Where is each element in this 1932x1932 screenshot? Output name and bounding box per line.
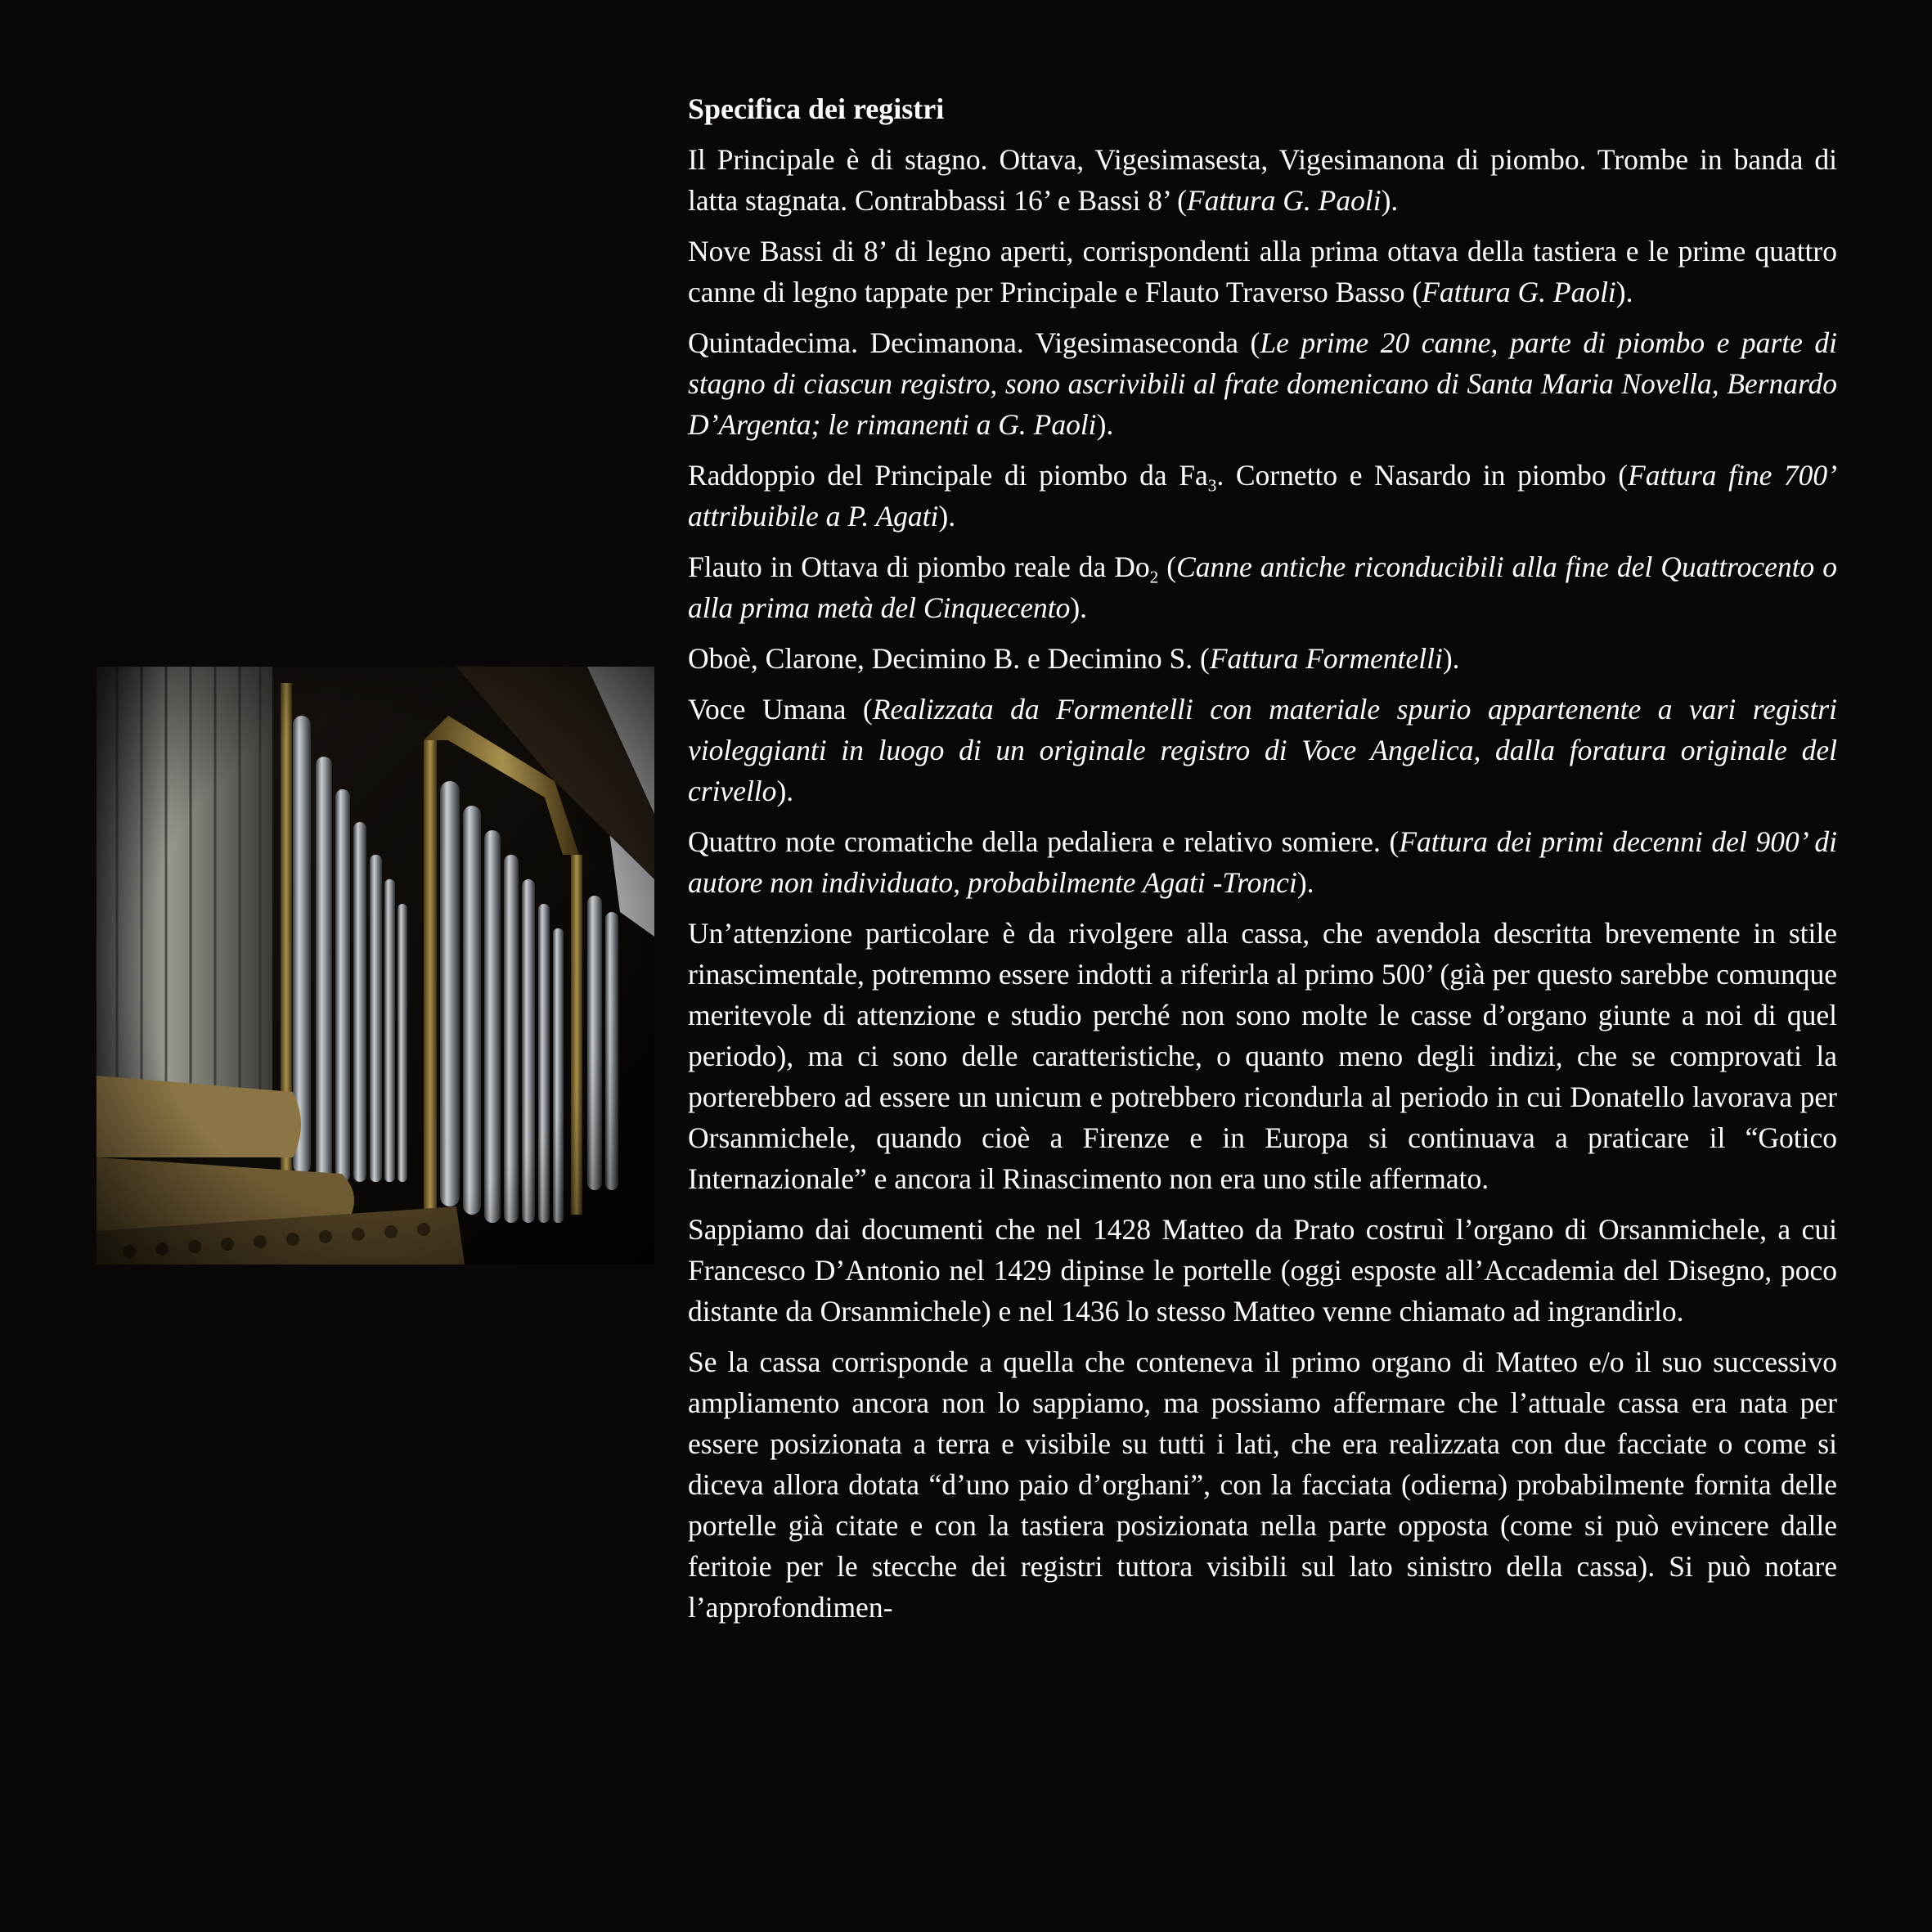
paragraph: Sappiamo dai documenti che nel 1428 Matteo da Prato costruì l’organo di Orsanmichele, a cui Francesco D’Antonio nel 1429 dipinse le portelle (oggi esposte all’Accademia del Disegno, poco distante da Orsanmichele) e nel 1436 lo stesso Matteo venne chiamato ad ingrandirlo.: [688, 1213, 1837, 1328]
paragraph: Nove Bassi di 8’ di legno aperti, corrispondenti alla prima ottava della tastiera e le prime quattro canne di legno tappate per Principale e Flauto Traverso Basso (Fattura G. Paoli).: [688, 235, 1837, 308]
paragraph: Quintadecima. Decimanona. Vigesimaseconda (Le prime 20 canne, parte di piombo e parte di stagno di ciascun registro, sono ascrivibili al frate domenicano di Santa Maria Novella, Bernardo D’Argenta; le rimanenti a G. Paoli).: [688, 326, 1838, 441]
article-body: [688, 88, 1837, 1638]
organ-pipes-icon: [97, 667, 654, 1265]
paragraph: Voce Umana (Realizzata da Formentelli con materiale spurio appartenente a vari registri violeggianti in luogo di un originale registro di Voce Angelica, dalla foratura originale del crivello).: [688, 693, 1837, 807]
section-heading: Specifica dei registri: [688, 92, 945, 125]
organ-pipes-photo: [97, 667, 654, 1265]
paragraph: Un’attenzione particolare è da rivolgere alla cassa, che avendola descritta brevemente in stile rinascimentale, potremmo essere indotti a riferirla al primo 500’ (già per questo sarebbe comunque meritevole di attenzione e studio perché non sono molte le casse d’organo giunte a noi di quel periodo), ma ci sono delle caratteristiche, o quanto meno degli indizi, che se comprovati la porterebbero ad essere un unicum e potrebbero ricondurla al periodo in cui Donatello lavorava per Orsanmichele, quando cioè a Firenze e in Europa si continuava a praticare il “Gotico Internazionale” e ancora il Rinascimento non era uno stile affermato.: [688, 917, 1837, 1195]
paragraph: Oboè, Clarone, Decimino B. e Decimino S. (Fattura Formentelli).: [688, 642, 1460, 675]
paragraph: Se la cassa corrisponde a quella che conteneva il primo organo di Matteo e/o il suo successivo ampliamento ancora non lo sappiamo, ma possiamo affermare che l’attuale cassa era nata per essere posizionata a terra e visibile su tutti i lati, che era realizzata con due facciate o come si diceva allora dotata “d’uno paio d’orghani”, con la facciata (odierna) probabilmente fornita delle portelle già citate e con la tastiera posizionata nella parte opposta (come si può evincere dalle feritoie per le stecche dei registri tuttora visibili sul lato sinistro della cassa). Si può notare l’approfondimen-: [688, 1346, 1837, 1624]
paragraph: Raddoppio del Principale di piombo da $Fa_3$. Cornetto e Nasardo in piombo (Fattura fine 700’ attribuibile a P. Agati).: [688, 459, 1837, 532]
paragraph: Flauto in Ottava di piombo reale da $Do_2$ (Canne antiche riconducibili alla fine del Quattrocento o alla prima metà del Cinquecento).: [688, 550, 1837, 624]
paragraph: Quattro note cromatiche della pedaliera e relativo somiere. (Fattura dei primi decenni del 900’ di autore non individuato, probabilmente Agati -Tronci).: [688, 825, 1837, 899]
paragraph: Il Principale è di stagno. Ottava, Vigesimasesta, Vigesimanona di piombo. Trombe in banda di latta stagnata. Contrabbassi 16’ e Bassi 8’ (Fattura G. Paoli).: [688, 143, 1837, 217]
